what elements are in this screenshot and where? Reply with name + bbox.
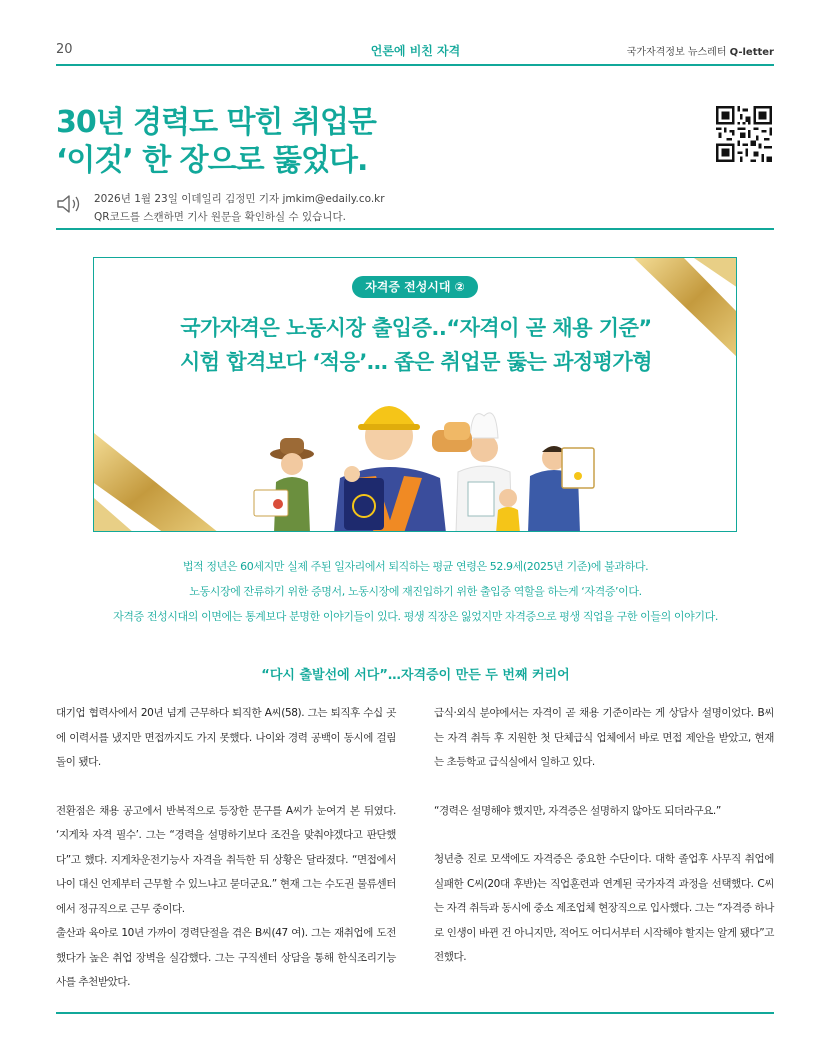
- footer-divider: [56, 1012, 774, 1014]
- title-line-2: ‘이것’ 한 장으로 뚫었다.: [56, 143, 368, 178]
- newsletter-name: [627, 43, 774, 58]
- qr-notice: QR코드를 스캔하면 기사 원문을 확인하실 수 있습니다.: [94, 211, 346, 223]
- right-column: [434, 701, 774, 970]
- paragraph: 전환점은 채용 공고에서 반복적으로 등장한 문구를 A씨가 눈여겨 본 뒤였다. ‘지게차 자격 필수’. 그는 “경력을 설명하기보다 조건을 맞춰야겠다고 판단했다”고 했다. 지게차운전기능사 자격을 취득한 뒤 상황은 달라졌다. “면접에서 나이 대신 언제부터 근무할 수 있느냐고 묻더군요.” 현재 그는 수도권 물류센터에서 정규직으로 근무 중이다.: [56, 804, 396, 915]
- article-meta: [94, 190, 385, 226]
- header-divider: [56, 64, 774, 66]
- newsletter-prefix: 국가자격정보 뉴스레터: [626, 47, 727, 58]
- paragraph: 급식·외식 분야에서는 자격이 곧 채용 기준이라는 게 상담사 설명이었다. B씨는 자격 취득 후 지원한 첫 단체급식 업체에서 바로 면접 제안을 받았고, 현재는 초등학교 급식실에서 일하고 있다.: [434, 707, 774, 768]
- quote-paragraph: “경력은 설명해야 했지만, 자격증은 설명하지 않아도 되더라구요.”: [434, 804, 721, 817]
- section-subheading: “다시 출발선에 서다”…자격증이 만든 두 번째 커리어: [261, 668, 570, 683]
- lead-line-2: 노동시장에 잔류하기 위한 증명서, 노동시장에 재진입하기 위한 출입증 역할을 하는게 ‘자격증’이다.: [189, 585, 642, 598]
- qr-code[interactable]: [716, 106, 772, 162]
- article-title: [56, 104, 376, 180]
- hero-headline-1: 국가자격은 노동시장 출입증..“자격이 곧 채용 기준”: [180, 316, 652, 340]
- paragraph: 대기업 협력사에서 20년 넘게 근무하다 퇴직한 A씨(58). 그는 퇴직후 수십 곳에 이력서를 냈지만 면접까지도 가지 못했다. 나이와 경력 공백이 동시에 걸림돌이 됐다.: [56, 707, 396, 768]
- lead-line-1: 법적 정년은 60세지만 실제 주된 일자리에서 퇴직하는 평균 연령은 52.9세(2025년 기준)에 불과하다.: [182, 560, 649, 573]
- title-line-1: 30년 경력도 막힌 취업문: [56, 105, 376, 140]
- newsletter-brand: Q-letter: [729, 47, 774, 58]
- hero-banner: [93, 257, 737, 532]
- lead-line-3: 자격증 전성시대의 이면에는 통계보다 분명한 이야기들이 있다. 평생 직장은 잃었지만 자격증으로 평생 직업을 구한 이들의 이야기다.: [113, 610, 718, 623]
- section-title: 언론에 비친 자격: [370, 44, 461, 58]
- workers-illustration: [244, 378, 604, 532]
- meta-divider: [56, 228, 774, 230]
- hero-headline-2: 시험 합격보다 ‘적응’… 좁은 취업문 뚫는 과정평가형: [179, 350, 653, 374]
- series-badge: 자격증 전성시대 ②: [352, 276, 478, 298]
- paragraph: 청년층 진로 모색에도 자격증은 중요한 수단이다. 대학 졸업후 사무직 취업에 실패한 C씨(20대 후반)는 직업훈련과 연계된 국가자격 과정을 선택했다. C씨는 자격 취득과 동시에 중소 제조업체 현장직으로 입사했다. 그는 “자격증 하나로 인생이 바뀐 건 아니지만, 적어도 어디서부터 시작해야 할지는 알게 됐다”고 전했다.: [434, 853, 774, 963]
- paragraph: 출산과 육아로 10년 가까이 경력단절을 겪은 B씨(47 여). 그는 재취업에 도전했다가 높은 취업 장벽을 실감했다. 그는 구직센터 상담을 통해 한식조리기능사를 추천받았다.: [56, 927, 396, 988]
- left-column: [56, 701, 396, 995]
- article-source: 2026년 1월 23일 이데일리 김정민 기자 jmkim@edaily.co.kr: [94, 193, 385, 205]
- speaker-icon: [56, 193, 82, 215]
- page-number: 20: [56, 42, 73, 57]
